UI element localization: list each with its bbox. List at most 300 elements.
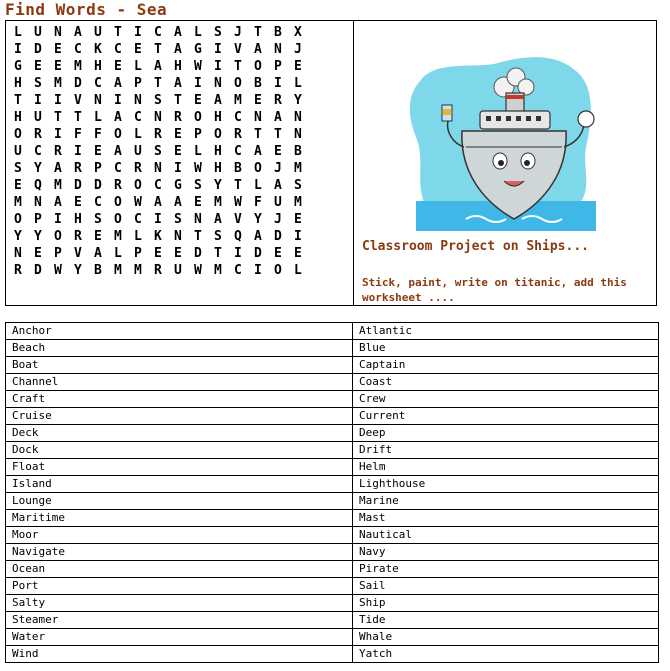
grid-letter[interactable]: T [154, 76, 162, 91]
grid-letter[interactable]: D [94, 178, 102, 193]
grid-letter[interactable]: O [14, 212, 22, 227]
word-cell: Anchor [6, 323, 353, 340]
grid-letter[interactable]: F [254, 195, 262, 210]
grid-letter[interactable]: A [114, 144, 122, 159]
grid-letter[interactable]: P [94, 161, 102, 176]
grid-letter[interactable]: K [94, 42, 102, 57]
grid-letter[interactable]: E [274, 144, 282, 159]
grid-letter[interactable]: S [154, 144, 162, 159]
grid-letter[interactable]: E [174, 144, 182, 159]
grid-letter[interactable]: T [254, 25, 262, 40]
grid-letter[interactable]: S [174, 212, 182, 227]
grid-letter[interactable]: E [294, 246, 302, 261]
grid-letter[interactable]: S [194, 178, 202, 193]
grid-letter[interactable]: U [34, 25, 42, 40]
word-cell: Tide [353, 612, 659, 629]
letter-grid-cell [6, 21, 354, 305]
table-row [6, 612, 659, 629]
grid-letter[interactable]: N [134, 93, 142, 108]
word-cell: Drift [353, 442, 659, 459]
grid-row [14, 24, 314, 41]
grid-letter[interactable]: D [254, 246, 262, 261]
grid-letter[interactable]: T [194, 229, 202, 244]
grid-letter[interactable]: M [114, 263, 122, 278]
grid-letter[interactable]: I [194, 76, 202, 91]
grid-letter[interactable]: D [34, 263, 42, 278]
grid-letter[interactable]: S [34, 76, 42, 91]
table-row [6, 425, 659, 442]
grid-letter[interactable]: A [174, 76, 182, 91]
grid-letter[interactable]: M [74, 59, 82, 74]
grid-letter[interactable]: M [54, 76, 62, 91]
grid-letter[interactable]: V [74, 246, 82, 261]
table-row [6, 493, 659, 510]
word-cell: Pirate [353, 561, 659, 578]
grid-letter[interactable]: Y [254, 212, 262, 227]
grid-letter[interactable]: S [214, 25, 222, 40]
grid-letter[interactable]: J [294, 42, 302, 57]
table-row [6, 510, 659, 527]
grid-letter[interactable]: O [234, 76, 242, 91]
grid-letter[interactable]: O [134, 178, 142, 193]
grid-letter[interactable]: M [294, 195, 302, 210]
table-row [6, 408, 659, 425]
word-cell: Wind [6, 646, 353, 663]
grid-letter[interactable]: H [94, 59, 102, 74]
grid-letter[interactable]: R [74, 229, 82, 244]
table-row [6, 459, 659, 476]
table-row [6, 476, 659, 493]
grid-letter[interactable]: O [114, 195, 122, 210]
grid-letter[interactable]: O [254, 59, 262, 74]
grid-letter[interactable]: M [294, 161, 302, 176]
project-title: Classroom Project on Ships... [362, 239, 589, 254]
grid-letter[interactable]: R [34, 127, 42, 142]
grid-letter[interactable]: C [234, 263, 242, 278]
grid-letter[interactable]: E [74, 195, 82, 210]
grid-letter[interactable]: Y [214, 178, 222, 193]
grid-letter[interactable]: G [14, 59, 22, 74]
grid-letter[interactable]: I [54, 127, 62, 142]
grid-letter[interactable]: T [274, 127, 282, 142]
grid-letter[interactable]: E [34, 59, 42, 74]
grid-row [14, 143, 314, 160]
grid-letter[interactable]: R [134, 161, 142, 176]
grid-letter[interactable]: Y [74, 263, 82, 278]
grid-row [14, 211, 314, 228]
grid-letter[interactable]: B [94, 263, 102, 278]
grid-letter[interactable]: A [114, 76, 122, 91]
grid-row [14, 245, 314, 262]
grid-letter[interactable]: D [274, 229, 282, 244]
word-cell: Moor [6, 527, 353, 544]
grid-letter[interactable]: W [194, 263, 202, 278]
word-cell: Port [6, 578, 353, 595]
grid-letter[interactable]: E [294, 59, 302, 74]
grid-letter[interactable]: E [194, 93, 202, 108]
grid-letter[interactable]: N [294, 110, 302, 125]
word-cell: Maritime [6, 510, 353, 527]
grid-letter[interactable]: P [134, 76, 142, 91]
grid-letter[interactable]: V [234, 42, 242, 57]
grid-letter[interactable]: E [94, 144, 102, 159]
grid-letter[interactable]: D [74, 76, 82, 91]
grid-letter[interactable]: C [94, 195, 102, 210]
grid-letter[interactable]: L [294, 76, 302, 91]
word-cell: Marine [353, 493, 659, 510]
grid-letter[interactable]: O [54, 229, 62, 244]
grid-letter[interactable]: J [274, 161, 282, 176]
grid-letter[interactable]: E [154, 246, 162, 261]
grid-letter[interactable]: V [74, 93, 82, 108]
grid-letter[interactable]: U [274, 195, 282, 210]
word-cell: Boat [6, 357, 353, 374]
grid-letter[interactable]: L [134, 229, 142, 244]
grid-letter[interactable]: R [174, 110, 182, 125]
grid-letter[interactable]: N [214, 76, 222, 91]
word-cell: Ship [353, 595, 659, 612]
table-row [6, 527, 659, 544]
grid-letter[interactable]: L [254, 178, 262, 193]
grid-letter[interactable]: I [54, 212, 62, 227]
grid-letter[interactable]: F [74, 127, 82, 142]
grid-letter[interactable]: O [14, 127, 22, 142]
word-cell: Lighthouse [353, 476, 659, 493]
grid-letter[interactable]: T [254, 127, 262, 142]
grid-letter[interactable]: S [14, 161, 22, 176]
grid-letter[interactable]: N [294, 127, 302, 142]
grid-letter[interactable]: I [234, 246, 242, 261]
grid-letter[interactable]: C [94, 76, 102, 91]
table-row [6, 340, 659, 357]
grid-letter[interactable]: R [74, 161, 82, 176]
grid-letter[interactable]: Y [34, 229, 42, 244]
word-cell: Current [353, 408, 659, 425]
word-cell: Navigate [6, 544, 353, 561]
grid-letter[interactable]: W [134, 195, 142, 210]
grid-letter[interactable]: U [34, 110, 42, 125]
grid-letter[interactable]: U [174, 263, 182, 278]
grid-letter[interactable]: N [154, 110, 162, 125]
grid-letter[interactable]: E [114, 59, 122, 74]
grid-letter[interactable]: T [234, 178, 242, 193]
grid-letter[interactable]: I [294, 229, 302, 244]
grid-letter[interactable]: T [114, 25, 122, 40]
grid-letter[interactable]: I [34, 93, 42, 108]
grid-letter[interactable]: E [54, 59, 62, 74]
grid-letter[interactable]: M [114, 229, 122, 244]
grid-letter[interactable]: I [74, 144, 82, 159]
grid-letter[interactable]: N [254, 110, 262, 125]
grid-letter[interactable]: T [14, 93, 22, 108]
word-cell: Blue [353, 340, 659, 357]
grid-letter[interactable]: Q [234, 229, 242, 244]
grid-letter[interactable]: A [214, 93, 222, 108]
table-row [6, 544, 659, 561]
word-cell: Nautical [353, 527, 659, 544]
word-cell: Deck [6, 425, 353, 442]
word-cell: Ocean [6, 561, 353, 578]
grid-letter[interactable]: E [194, 195, 202, 210]
grid-letter[interactable]: T [154, 42, 162, 57]
grid-letter[interactable]: E [134, 42, 142, 57]
grid-row [14, 109, 314, 126]
grid-letter[interactable]: Y [34, 161, 42, 176]
grid-letter[interactable]: D [194, 246, 202, 261]
grid-row [14, 75, 314, 92]
grid-letter[interactable]: H [214, 161, 222, 176]
grid-letter[interactable]: I [254, 263, 262, 278]
grid-letter[interactable]: H [74, 212, 82, 227]
word-cell: Island [6, 476, 353, 493]
grid-letter[interactable]: A [74, 25, 82, 40]
word-cell: Coast [353, 374, 659, 391]
grid-letter[interactable]: W [234, 195, 242, 210]
grid-letter[interactable]: A [174, 195, 182, 210]
word-cell: Helm [353, 459, 659, 476]
grid-row [14, 177, 314, 194]
grid-letter[interactable]: F [94, 127, 102, 142]
grid-letter[interactable]: A [174, 42, 182, 57]
grid-letter[interactable]: I [154, 212, 162, 227]
letter-grid [14, 24, 314, 279]
grid-letter[interactable]: E [94, 229, 102, 244]
grid-letter[interactable]: S [94, 212, 102, 227]
grid-letter[interactable]: U [134, 144, 142, 159]
word-list-table [5, 322, 659, 663]
grid-letter[interactable]: B [294, 144, 302, 159]
grid-row [14, 194, 314, 211]
grid-letter[interactable]: B [274, 25, 282, 40]
grid-letter[interactable]: V [234, 212, 242, 227]
word-cell: Yatch [353, 646, 659, 663]
grid-letter[interactable]: A [54, 195, 62, 210]
grid-letter[interactable]: Q [34, 178, 42, 193]
grid-letter[interactable]: T [54, 110, 62, 125]
grid-letter[interactable]: I [214, 59, 222, 74]
grid-letter[interactable]: H [214, 144, 222, 159]
grid-letter[interactable]: E [254, 93, 262, 108]
grid-letter[interactable]: O [274, 263, 282, 278]
grid-letter[interactable]: L [294, 263, 302, 278]
word-cell: Beach [6, 340, 353, 357]
grid-letter[interactable]: E [294, 212, 302, 227]
grid-letter[interactable]: R [274, 93, 282, 108]
grid-letter[interactable]: N [174, 229, 182, 244]
grid-letter[interactable]: S [214, 229, 222, 244]
grid-letter[interactable]: C [74, 42, 82, 57]
word-cell: Deep [353, 425, 659, 442]
table-row [6, 323, 659, 340]
puzzle-box [5, 20, 657, 306]
grid-letter[interactable]: A [54, 161, 62, 176]
word-cell: Dock [6, 442, 353, 459]
grid-letter[interactable]: G [174, 178, 182, 193]
grid-letter[interactable]: X [294, 25, 302, 40]
grid-row [14, 58, 314, 75]
grid-letter[interactable]: A [154, 59, 162, 74]
grid-letter[interactable]: I [54, 93, 62, 108]
grid-letter[interactable]: S [294, 178, 302, 193]
word-cell: Steamer [6, 612, 353, 629]
grid-letter[interactable]: P [194, 127, 202, 142]
table-row [6, 561, 659, 578]
table-row [6, 442, 659, 459]
grid-letter[interactable]: R [154, 263, 162, 278]
grid-letter[interactable]: I [114, 93, 122, 108]
grid-letter[interactable]: Y [14, 229, 22, 244]
word-cell: Water [6, 629, 353, 646]
grid-letter[interactable]: C [134, 110, 142, 125]
grid-letter[interactable]: A [274, 110, 282, 125]
grid-letter[interactable]: H [214, 110, 222, 125]
grid-letter[interactable]: M [214, 263, 222, 278]
grid-letter[interactable]: R [114, 178, 122, 193]
grid-row [14, 262, 314, 279]
grid-letter[interactable]: O [114, 127, 122, 142]
word-cell: Lounge [6, 493, 353, 510]
grid-letter[interactable]: I [214, 42, 222, 57]
grid-letter[interactable]: I [274, 76, 282, 91]
grid-letter[interactable]: L [94, 110, 102, 125]
grid-letter[interactable]: N [274, 42, 282, 57]
grid-letter[interactable]: A [94, 246, 102, 261]
grid-letter[interactable]: I [14, 42, 22, 57]
grid-letter[interactable]: C [34, 144, 42, 159]
grid-letter[interactable]: H [14, 76, 22, 91]
grid-letter[interactable]: N [14, 246, 22, 261]
grid-letter[interactable]: A [154, 195, 162, 210]
grid-row [14, 41, 314, 58]
grid-letter[interactable]: I [174, 161, 182, 176]
word-cell: Crew [353, 391, 659, 408]
grid-letter[interactable]: T [234, 59, 242, 74]
grid-letter[interactable]: C [154, 178, 162, 193]
grid-letter[interactable]: S [154, 93, 162, 108]
grid-letter[interactable]: L [194, 25, 202, 40]
grid-letter[interactable]: O [254, 161, 262, 176]
grid-letter[interactable]: P [274, 59, 282, 74]
grid-letter[interactable]: T [214, 246, 222, 261]
grid-letter[interactable]: A [254, 229, 262, 244]
word-cell: Channel [6, 374, 353, 391]
grid-letter[interactable]: E [274, 246, 282, 261]
grid-letter[interactable]: N [34, 195, 42, 210]
grid-letter[interactable]: P [134, 246, 142, 261]
grid-letter[interactable]: E [34, 246, 42, 261]
table-row [6, 595, 659, 612]
grid-letter[interactable]: N [94, 93, 102, 108]
grid-letter[interactable]: R [54, 144, 62, 159]
grid-letter[interactable]: T [74, 110, 82, 125]
table-row [6, 391, 659, 408]
grid-letter[interactable]: C [234, 110, 242, 125]
grid-letter[interactable]: D [74, 178, 82, 193]
grid-letter[interactable]: E [174, 246, 182, 261]
grid-letter[interactable]: A [214, 212, 222, 227]
grid-letter[interactable]: W [54, 263, 62, 278]
grid-letter[interactable]: G [194, 42, 202, 57]
grid-letter[interactable]: L [14, 25, 22, 40]
grid-letter[interactable]: C [134, 212, 142, 227]
grid-letter[interactable]: E [14, 178, 22, 193]
cruise-ship-clipart [406, 51, 602, 231]
grid-letter[interactable]: A [254, 144, 262, 159]
table-row [6, 374, 659, 391]
word-cell: Sail [353, 578, 659, 595]
grid-letter[interactable]: K [154, 229, 162, 244]
grid-letter[interactable]: H [174, 59, 182, 74]
grid-letter[interactable]: U [94, 25, 102, 40]
grid-letter[interactable]: O [194, 110, 202, 125]
grid-letter[interactable]: M [214, 195, 222, 210]
grid-letter[interactable]: P [54, 246, 62, 261]
grid-letter[interactable]: B [254, 76, 262, 91]
grid-letter[interactable]: Y [294, 93, 302, 108]
grid-letter[interactable]: O [214, 127, 222, 142]
grid-letter[interactable]: R [234, 127, 242, 142]
grid-letter[interactable]: B [234, 161, 242, 176]
grid-row [14, 92, 314, 109]
grid-letter[interactable]: A [174, 25, 182, 40]
table-row [6, 629, 659, 646]
grid-letter[interactable]: N [154, 161, 162, 176]
grid-letter[interactable]: J [274, 212, 282, 227]
word-cell: Whale [353, 629, 659, 646]
grid-letter[interactable]: J [234, 25, 242, 40]
grid-letter[interactable]: I [134, 25, 142, 40]
grid-letter[interactable]: O [114, 212, 122, 227]
grid-letter[interactable]: N [54, 25, 62, 40]
grid-letter[interactable]: D [34, 42, 42, 57]
grid-letter[interactable]: A [274, 178, 282, 193]
word-cell: Atlantic [353, 323, 659, 340]
grid-letter[interactable]: M [234, 93, 242, 108]
grid-letter[interactable]: U [14, 144, 22, 159]
grid-row [14, 228, 314, 245]
grid-letter[interactable]: C [234, 144, 242, 159]
grid-letter[interactable]: W [194, 161, 202, 176]
grid-letter[interactable]: N [194, 212, 202, 227]
grid-letter[interactable]: E [54, 42, 62, 57]
grid-letter[interactable]: W [194, 59, 202, 74]
word-cell: Captain [353, 357, 659, 374]
grid-letter[interactable]: H [14, 110, 22, 125]
grid-letter[interactable]: M [14, 195, 22, 210]
grid-letter[interactable]: P [34, 212, 42, 227]
grid-letter[interactable]: M [54, 178, 62, 193]
grid-letter[interactable]: A [114, 110, 122, 125]
word-cell: Cruise [6, 408, 353, 425]
grid-letter[interactable]: L [114, 246, 122, 261]
grid-letter[interactable]: L [134, 59, 142, 74]
word-cell: Float [6, 459, 353, 476]
grid-row [14, 160, 314, 177]
grid-letter[interactable]: L [134, 127, 142, 142]
grid-letter[interactable]: C [114, 42, 122, 57]
grid-letter[interactable]: E [174, 127, 182, 142]
grid-letter[interactable]: L [194, 144, 202, 159]
grid-letter[interactable]: R [14, 263, 22, 278]
grid-letter[interactable]: R [154, 127, 162, 142]
table-row [6, 646, 659, 663]
table-row [6, 578, 659, 595]
grid-letter[interactable]: A [254, 42, 262, 57]
grid-letter[interactable]: T [174, 93, 182, 108]
grid-letter[interactable]: M [134, 263, 142, 278]
grid-letter[interactable]: C [154, 25, 162, 40]
grid-letter[interactable]: C [114, 161, 122, 176]
